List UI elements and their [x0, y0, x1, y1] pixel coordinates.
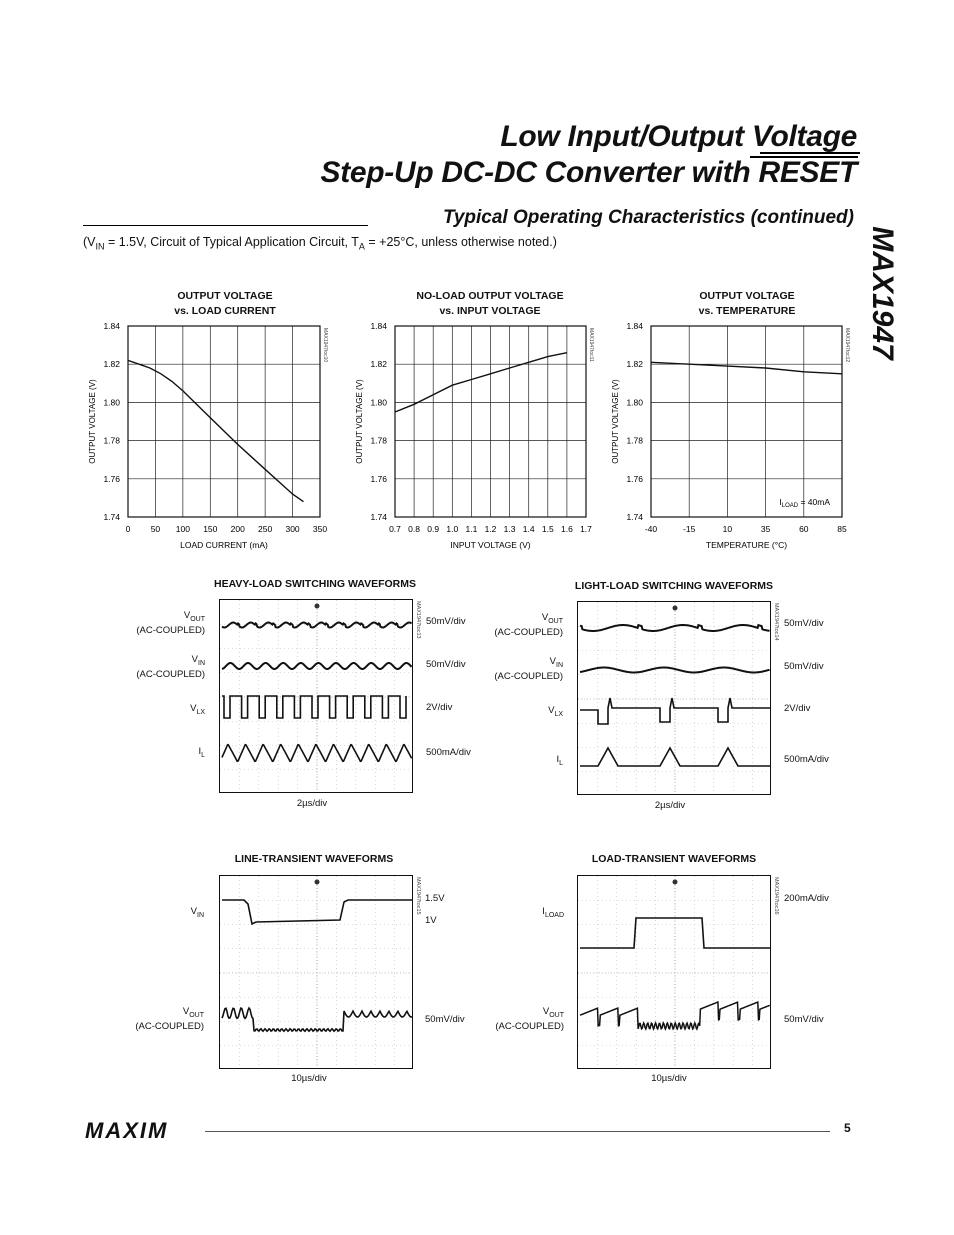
series-line	[128, 360, 304, 501]
line-label-vin: $V_{IN}$	[190, 906, 204, 919]
load-label-vout: $V_{OUT}$ (AC-COUPLED)	[495, 1006, 564, 1032]
x-tick-label: 0	[125, 524, 131, 534]
heavy-load-scope	[219, 599, 413, 793]
x-tick-label: 0.8	[408, 524, 421, 534]
page-number: 5	[844, 1121, 851, 1135]
line-scale-3: 50mV/div	[425, 1014, 465, 1025]
x-axis-label: INPUT VOLTAGE (V)	[450, 540, 531, 550]
part-number-vertical: MAX1947	[866, 226, 899, 360]
light-label-il: $I_L$	[556, 754, 563, 767]
x-tick-label: 1.6	[560, 524, 573, 534]
x-tick-label: 35	[760, 524, 771, 534]
trigger-marker	[673, 606, 678, 611]
heavy-scale-1: 50mV/div	[426, 616, 466, 627]
section-title: Typical Operating Characteristics (continued)	[442, 207, 854, 228]
light-label-vout: $V_{OUT}$ (AC-COUPLED)	[494, 612, 563, 638]
x-tick-label: 1.7	[580, 524, 592, 534]
y-tick-label: 1.80	[103, 397, 120, 408]
heavy-scope-title: HEAVY-LOAD SWITCHING WAVEFORMS	[213, 578, 417, 590]
y-tick-label: 1.82	[103, 359, 120, 370]
y-tick-label: 1.78	[370, 435, 387, 446]
load-transient-scope	[577, 875, 771, 1069]
light-timebase: 2µs/div	[654, 800, 686, 811]
test-conditions: ($V_{IN} = 1.5V$, Circuit of Typical Application Circuit, $T_A = +25^\circ C$, unless otherwise noted.)	[83, 235, 557, 252]
heavy-scale-3: 2V/div	[426, 702, 453, 713]
trace-vlx	[222, 696, 406, 718]
heavy-timebase: 2µs/div	[296, 798, 328, 809]
title-line-2: Step-Up DC-DC Converter with RESET	[320, 156, 857, 189]
light-code: MAX1947toc14	[773, 603, 779, 641]
y-tick-label: 1.80	[370, 397, 387, 408]
y-tick-label: 1.74	[370, 512, 387, 522]
heavy-code: MAX1947toc13	[415, 601, 421, 639]
light-label-vin: $V_{IN}$ (AC-COUPLED)	[494, 656, 563, 682]
series-line	[395, 353, 567, 412]
plot-frame	[651, 326, 842, 517]
x-axis-label: TEMPERATURE (°C)	[705, 540, 788, 550]
y-axis-label: OUTPUT VOLTAGE (V)	[88, 379, 97, 464]
x-tick-label: 1.1	[465, 524, 478, 534]
x-tick-label: 350	[312, 524, 328, 534]
load-scale-1: 200mA/div	[784, 893, 829, 904]
y-tick-label: 1.74	[626, 512, 643, 522]
line-code: MAX1947toc15	[415, 877, 421, 915]
line-scale-2: 1V	[425, 915, 437, 926]
figure-code: MAX1947toc10	[322, 328, 328, 363]
y-tick-label: 1.80	[626, 397, 643, 408]
heavy-label-il: $I_L$	[198, 746, 205, 759]
light-scope-title: LIGHT-LOAD SWITCHING WAVEFORMS	[574, 580, 774, 592]
line-scope-title: LINE-TRANSIENT WAVEFORMS	[234, 853, 394, 865]
chart3-title: OUTPUT VOLTAGE vs. TEMPERATURE	[698, 290, 796, 317]
x-tick-label: 1.4	[522, 524, 535, 534]
line-timebase: 10µs/div	[291, 1073, 327, 1084]
footer-rule	[205, 1131, 830, 1132]
load-code: MAX1947toc16	[773, 877, 779, 915]
load-timebase: 10µs/div	[651, 1073, 687, 1084]
trigger-marker	[315, 880, 320, 885]
x-tick-label: 50	[150, 524, 161, 534]
title-line-1: Low Input/Output Voltage	[500, 120, 857, 153]
figure-code: MAX1947toc11	[588, 328, 594, 362]
y-tick-label: 1.82	[370, 359, 387, 370]
load-label-iload: $I_{LOAD}$	[542, 906, 564, 919]
y-tick-label: 1.78	[103, 435, 120, 446]
light-scale-4: 500mA/div	[784, 754, 829, 765]
plot-frame	[128, 326, 320, 517]
x-tick-label: 300	[285, 524, 300, 534]
x-tick-label: 1.5	[541, 524, 554, 534]
x-tick-label: 0.7	[389, 524, 401, 534]
trigger-marker	[673, 880, 678, 885]
line-charts	[0, 0, 954, 560]
line-transient-scope	[219, 875, 413, 1069]
y-tick-label: 1.74	[103, 512, 120, 522]
light-scale-3: 2V/div	[784, 703, 811, 714]
light-scale-2: 50mV/div	[784, 661, 824, 672]
x-tick-label: 10	[722, 524, 733, 534]
y-axis-label: OUTPUT VOLTAGE (V)	[611, 379, 620, 464]
chart-temperature	[611, 321, 850, 550]
chart-input-voltage	[355, 321, 594, 550]
heavy-label-vin: $V_{IN}$ (AC-COUPLED)	[136, 654, 205, 680]
line-label-vout: $V_{OUT}$ (AC-COUPLED)	[135, 1006, 204, 1032]
x-tick-label: 200	[230, 524, 245, 534]
x-tick-label: 1.0	[446, 524, 459, 534]
light-scale-1: 50mV/div	[784, 618, 824, 629]
load-scope-title: LOAD-TRANSIENT WAVEFORMS	[591, 853, 757, 865]
x-tick-label: 60	[799, 524, 809, 534]
x-tick-label: -15	[683, 524, 696, 534]
y-tick-label: 1.82	[626, 359, 643, 370]
y-axis-label: OUTPUT VOLTAGE (V)	[355, 379, 364, 464]
x-tick-label: 85	[837, 524, 847, 534]
chart-annotation: $I_{LOAD} = 40mA$	[779, 497, 830, 509]
y-tick-label: 1.84	[103, 321, 120, 331]
maxim-logo: MAXIM	[85, 1118, 169, 1143]
trigger-marker	[315, 604, 320, 609]
trace-vout	[580, 1002, 770, 1029]
figure-code: MAX1947toc12	[844, 328, 850, 363]
chart2-title: NO-LOAD OUTPUT VOLTAGE vs. INPUT VOLTAGE	[416, 290, 564, 317]
y-tick-label: 1.84	[626, 321, 643, 331]
x-tick-label: 1.3	[503, 524, 516, 534]
heavy-scale-4: 500mA/div	[426, 747, 471, 758]
heavy-label-vout: $V_{OUT}$ (AC-COUPLED)	[136, 610, 205, 636]
x-tick-label: -40	[644, 524, 658, 534]
x-axis-label: LOAD CURRENT (mA)	[180, 540, 268, 550]
light-label-vlx: $V_{LX}$	[548, 705, 563, 718]
line-scale-1: 1.5V	[425, 893, 445, 904]
x-tick-label: 1.2	[484, 524, 497, 534]
x-tick-label: 250	[258, 524, 273, 534]
chart1-title: OUTPUT VOLTAGE vs. LOAD CURRENT	[174, 290, 276, 317]
x-tick-label: 100	[175, 524, 190, 534]
y-tick-label: 1.76	[103, 473, 120, 484]
chart-load-current	[88, 321, 328, 550]
y-tick-label: 1.84	[370, 321, 387, 331]
heavy-label-vlx: $V_{LX}$	[190, 703, 205, 716]
x-tick-label: 0.9	[427, 524, 440, 534]
y-tick-label: 1.76	[626, 473, 643, 484]
load-scale-2: 50mV/div	[784, 1014, 824, 1025]
heavy-scale-2: 50mV/div	[426, 659, 466, 670]
x-tick-label: 150	[203, 524, 218, 534]
y-tick-label: 1.76	[370, 473, 387, 484]
light-load-scope	[577, 601, 771, 795]
trace-vout	[222, 623, 412, 628]
y-tick-label: 1.78	[626, 435, 643, 446]
